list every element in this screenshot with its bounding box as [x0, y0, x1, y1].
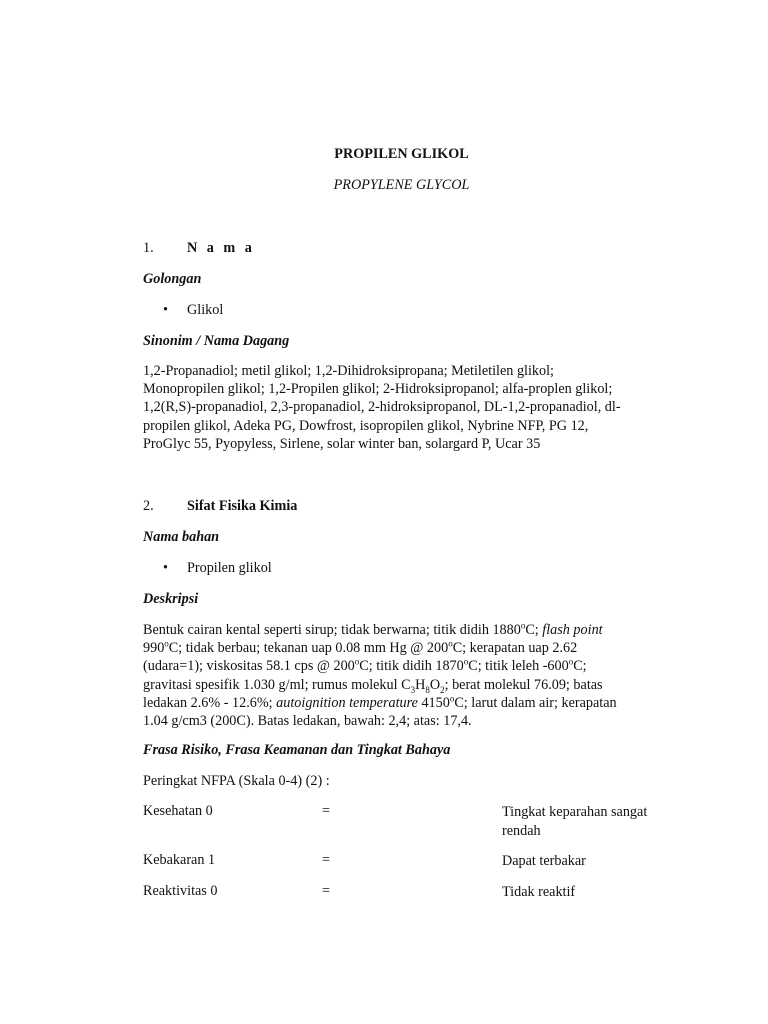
sinonim-label: Sinonim / Nama Dagang [143, 333, 290, 349]
golongan-label: Golongan [143, 271, 202, 287]
nama-bahan-item-text: Propilen glikol [187, 560, 272, 576]
nfpa-label: Kesehatan 0 [143, 803, 213, 819]
text-run: Bentuk cairan kental seperti sirup; tidak berwarna; titik didih 1880 [143, 622, 521, 638]
text-run: gravitasi spesifik 1.030 g/ml; rumus molekul C [143, 676, 411, 693]
deskripsi-line [143, 676, 660, 694]
text-run: C; larut dalam air; kerapatan [454, 694, 617, 711]
italic-term: flash point [542, 622, 603, 638]
bullet-icon: • [163, 302, 168, 318]
sinonim-paragraph [143, 362, 660, 453]
text-run: C; titik leleh -600 [468, 658, 569, 675]
section-2-number: 2. [143, 498, 154, 514]
text-run: 4150 [417, 694, 450, 711]
deskripsi-line [143, 639, 660, 657]
text-run: (udara=1); viskositas 58.1 cps @ 200 [143, 658, 355, 675]
text-run: H [415, 676, 426, 693]
superscript: o [164, 638, 169, 649]
deskripsi-line [143, 621, 660, 639]
superscript: o [520, 620, 526, 631]
text-run: ledakan 2.6% - 12.6%; [143, 694, 277, 711]
nama-bahan-label: Nama bahan [143, 529, 220, 545]
document-title: PROPILEN GLIKOL [334, 146, 469, 162]
superscript: o [463, 656, 469, 667]
sinonim-line: 1,2-Propanadiol; metil glikol; 1,2-Dihidroksipropana; Metiletilen glikol; [143, 363, 554, 379]
bullet-icon: • [163, 560, 168, 576]
document-subtitle: PROPYLENE GLYCOL [333, 177, 470, 193]
superscript: o [449, 693, 455, 704]
section-2-heading: Sifat Fisika Kimia [187, 498, 298, 514]
deskripsi-line [143, 694, 660, 712]
nfpa-description: Tidak reaktif [502, 884, 576, 900]
sinonim-line: 1,2(R,S)-propanadiol, 2,3-propanadiol, 2-hidroksipropanol, DL-1,2-propanadiol, dl- [143, 399, 621, 416]
nfpa-label: Kebakaran 1 [143, 852, 216, 868]
nfpa-heading: Peringkat NFPA (Skala 0-4) (2) : [143, 773, 330, 789]
nama-bahan-list-item [163, 560, 272, 577]
text-run: O [429, 676, 441, 693]
section-1-heading: N a m a [187, 240, 255, 256]
text-run: C; kerapatan uap 2.62 [452, 640, 578, 657]
nfpa-description: Tingkat keparahan sangat rendah [502, 804, 648, 839]
text-run: C; [573, 658, 587, 675]
golongan-item-text: Glikol [187, 302, 224, 318]
sinonim-line: ProGlyc 55, Pyopyless, Sirlene, solar winter ban, solargard P, Ucar 35 [143, 435, 541, 452]
nfpa-description: Dapat terbakar [502, 853, 586, 869]
sinonim-line: propilen glikol, Adeka PG, Dowfrost, isopropilen glikol, Nybrine NFP, PG 12, [143, 417, 589, 434]
sinonim-line: Monopropilen glikol; 1,2-Propilen glikol; 2-Hidroksipropanol; alfa-proplen glikol; [143, 381, 613, 398]
nfpa-equals: = [322, 883, 331, 899]
deskripsi-label: Deskripsi [143, 591, 199, 607]
deskripsi-line [143, 657, 660, 675]
text-run: C; tidak berbau; tekanan uap 0.08 mm Hg @ 200 [168, 640, 449, 657]
superscript: o [568, 656, 574, 667]
deskripsi-paragraph [143, 621, 660, 730]
frasa-label: Frasa Risiko, Frasa Keamanan dan Tingkat Bahaya [143, 742, 451, 758]
nfpa-equals: = [322, 803, 331, 819]
text-run: ; berat molekul 76.09; batas [444, 676, 603, 693]
nfpa-label: Reaktivitas 0 [143, 883, 218, 899]
superscript: o [354, 656, 360, 667]
deskripsi-line: 1.04 g/cm3 (200C). Batas ledakan, bawah: 2,4; atas: 17,4. [143, 713, 472, 730]
text-run: C; titik didih 1870 [359, 658, 464, 675]
superscript: o [448, 638, 453, 649]
section-1-number: 1. [143, 240, 154, 256]
subscript: 8 [425, 684, 430, 695]
text-run: C; [525, 622, 543, 638]
subscript: 2 [440, 684, 445, 695]
nfpa-equals: = [322, 852, 331, 868]
subscript: 3 [410, 684, 416, 695]
golongan-list-item [163, 302, 223, 319]
text-run: 990 [143, 640, 165, 657]
italic-term: autoignition temperature [276, 694, 418, 711]
